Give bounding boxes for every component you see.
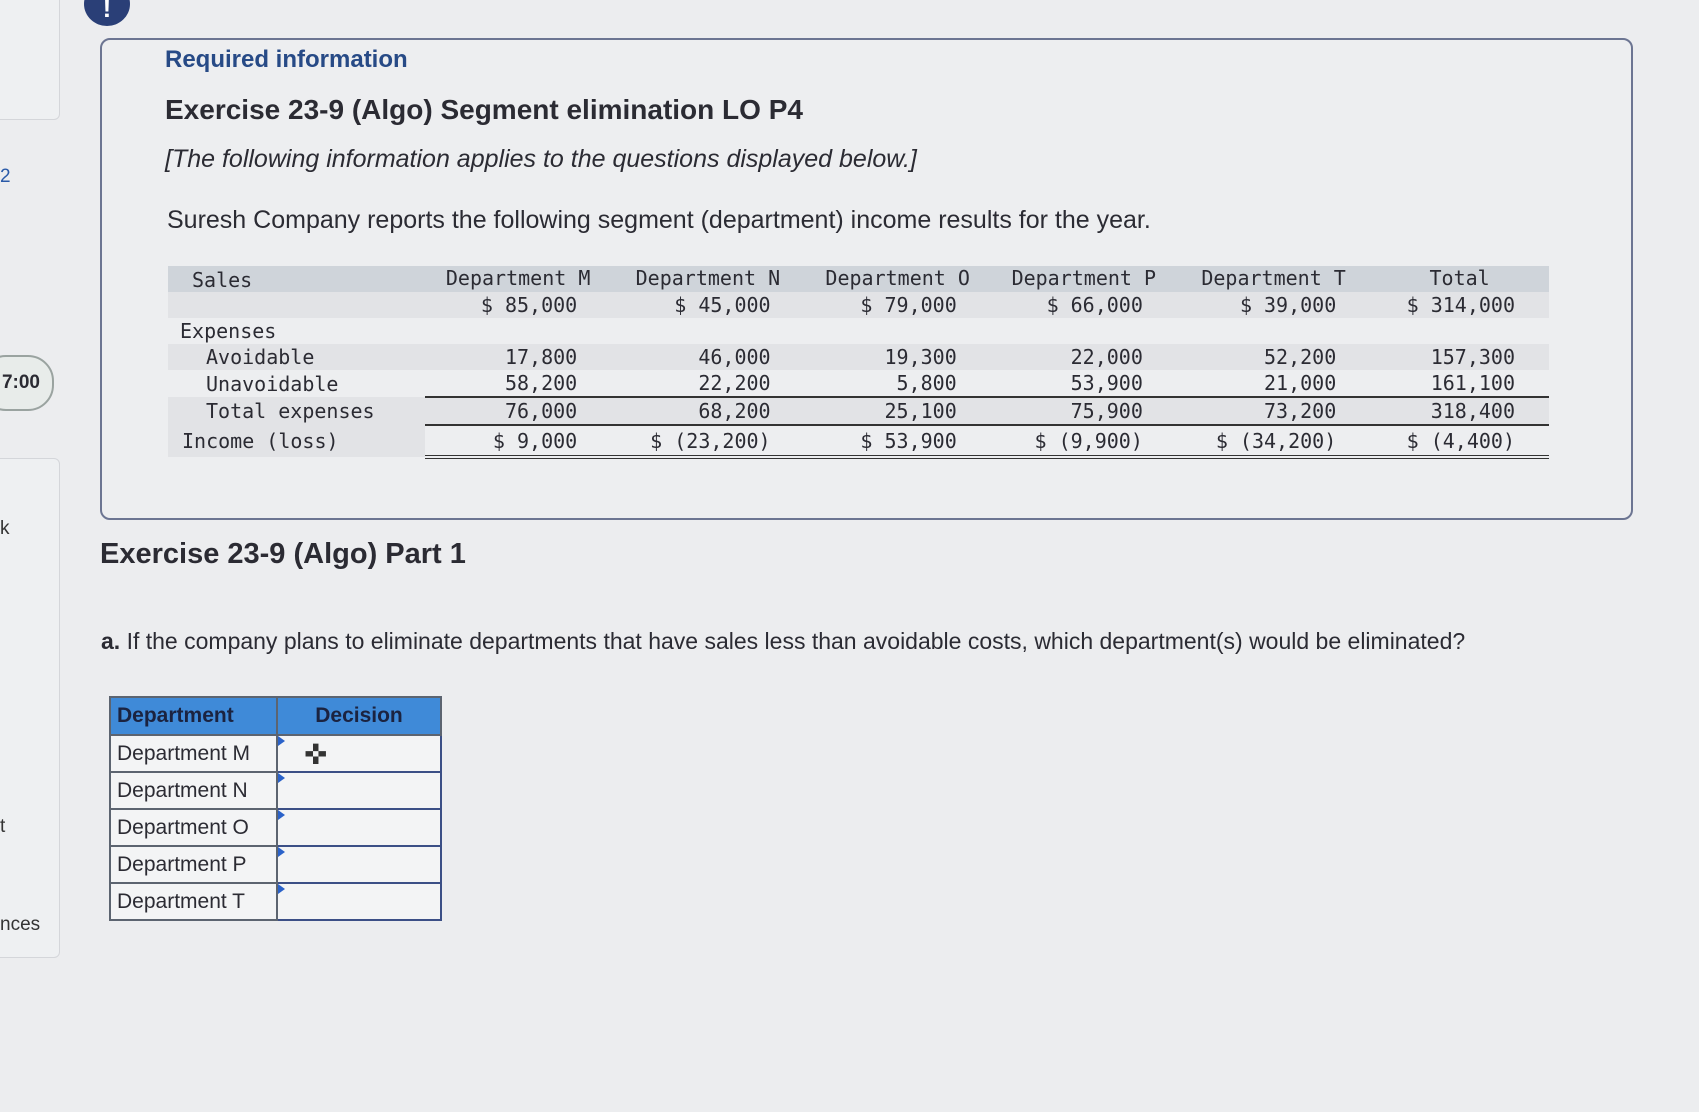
column-header: Department P xyxy=(991,266,1177,292)
applies-note: [The following information applies to the questions displayed below.] xyxy=(165,145,917,173)
table-row-avoidable xyxy=(168,344,1549,370)
column-header: Department N xyxy=(611,266,804,292)
decision-dropdown-t[interactable] xyxy=(277,883,441,920)
answer-row xyxy=(110,846,441,883)
cell: 21,000 xyxy=(1264,371,1337,395)
decision-dropdown-p[interactable] xyxy=(277,846,441,883)
cell: $ 53,900 xyxy=(805,425,991,457)
row-label: Sales xyxy=(168,266,425,292)
cell: 5,800 xyxy=(896,371,957,395)
sidebar-item-page[interactable]: 2 xyxy=(0,166,11,187)
answer-header-row xyxy=(110,697,441,735)
row-label: Total expenses xyxy=(168,397,425,425)
table-row-sales xyxy=(168,292,1549,318)
question xyxy=(101,628,1465,655)
question-text: If the company plans to eliminate departments that have sales less than avoidable costs, which department(s) would be eliminated? xyxy=(126,628,1466,654)
column-header: Department T xyxy=(1177,266,1370,292)
department-label: Department M xyxy=(110,735,277,772)
cell: $ 314,000 xyxy=(1406,293,1515,317)
sidebar-item-references[interactable]: nces xyxy=(0,914,41,935)
department-label: Department P xyxy=(110,846,277,883)
cell: $ (23,200) xyxy=(611,425,804,457)
sidebar xyxy=(0,0,58,1112)
row-label: Income (loss) xyxy=(168,425,425,457)
cell: 58,200 xyxy=(504,371,578,395)
cell: 22,000 xyxy=(991,344,1177,370)
cell: $ 9,000 xyxy=(425,425,611,457)
cell: $ (34,200) xyxy=(1177,425,1370,457)
timer-text: 7:00 xyxy=(1,372,40,393)
alert-icon: ! xyxy=(84,0,130,26)
cell: 52,200 xyxy=(1177,344,1370,370)
cell: 157,300 xyxy=(1370,344,1549,370)
cell: $ 79,000 xyxy=(860,293,957,317)
part-title: Exercise 23-9 (Algo) Part 1 xyxy=(100,538,466,570)
cell: 76,000 xyxy=(425,397,611,425)
cell: 19,300 xyxy=(805,344,991,370)
decision-dropdown-o[interactable] xyxy=(277,809,441,846)
cell: 161,100 xyxy=(1430,371,1515,395)
cell: 73,200 xyxy=(1177,397,1370,425)
table-row-income xyxy=(168,425,1549,457)
cell: $ 39,000 xyxy=(1239,293,1337,317)
table-header-row xyxy=(168,266,1549,292)
required-info-heading: Required information xyxy=(165,46,408,73)
table-row-unavoidable xyxy=(168,370,1549,397)
sidebar-item-ebook[interactable]: k xyxy=(0,518,10,539)
sidebar-card[interactable] xyxy=(0,0,60,120)
spacer xyxy=(168,292,425,318)
answer-row xyxy=(110,735,441,772)
cell: 46,000 xyxy=(611,344,804,370)
department-label: Department O xyxy=(110,809,277,846)
question-prefix: a. xyxy=(101,628,121,654)
row-label: Unavoidable xyxy=(206,371,339,396)
cell: $ 85,000 xyxy=(480,293,578,317)
cell: 22,200 xyxy=(698,371,771,395)
cell: 318,400 xyxy=(1370,397,1549,425)
decision-dropdown-m[interactable] xyxy=(277,735,441,772)
department-label: Department T xyxy=(110,883,277,920)
answer-row xyxy=(110,772,441,809)
segment-income-table xyxy=(168,266,1549,459)
column-header: Total xyxy=(1370,266,1549,292)
intro-text: Suresh Company reports the following segment (department) income results for the year. xyxy=(167,206,1151,234)
row-label: Expenses xyxy=(180,319,277,343)
column-header: Department M xyxy=(425,266,611,292)
table-row-expenses xyxy=(168,318,1549,344)
row-label: Avoidable xyxy=(168,344,425,370)
column-header: Department O xyxy=(805,266,991,292)
cell: 25,100 xyxy=(805,397,991,425)
timer xyxy=(0,355,54,411)
decision-dropdown-n[interactable] xyxy=(277,772,441,809)
cell: 53,900 xyxy=(1070,371,1143,395)
answer-row xyxy=(110,883,441,920)
answer-row xyxy=(110,809,441,846)
cell: 75,900 xyxy=(991,397,1177,425)
cell: $ (4,400) xyxy=(1370,425,1549,457)
sidebar-item-print[interactable]: t xyxy=(0,816,6,837)
table-row-total-expenses xyxy=(168,397,1549,425)
cell: $ 66,000 xyxy=(1046,293,1143,317)
cell: 68,200 xyxy=(611,397,804,425)
answer-table xyxy=(109,696,442,921)
spacer xyxy=(425,318,1549,344)
exercise-title: Exercise 23-9 (Algo) Segment elimination LO P4 xyxy=(165,94,803,125)
department-label: Department N xyxy=(110,772,277,809)
header-department: Department xyxy=(110,697,277,735)
cell: $ (9,900) xyxy=(991,425,1177,457)
cursor-cross-icon: ✜ xyxy=(304,739,328,770)
cell: $ 45,000 xyxy=(674,293,771,317)
header-decision: Decision xyxy=(277,697,441,735)
cell: 17,800 xyxy=(425,344,611,370)
